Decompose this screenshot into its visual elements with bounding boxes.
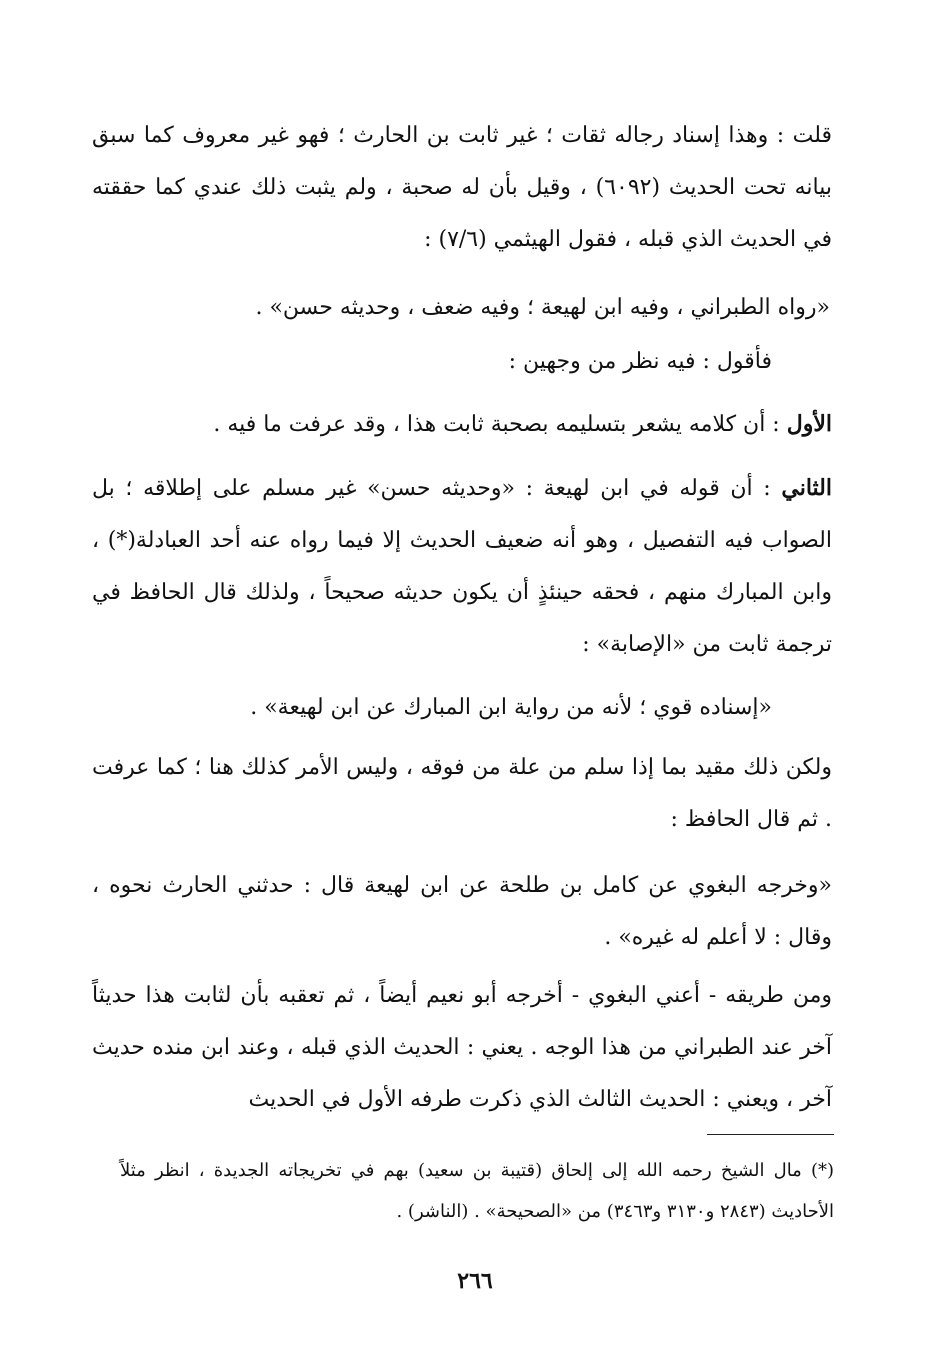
paragraph-qualification: ولكن ذلك مقيد بما إذا سلم من علة من فوقه ، وليس الأمر كذلك هنا ؛ كما عرفت . ثم قال الحافظ : bbox=[92, 755, 832, 832]
quote-isaba: «إسناده قوي ؛ لأنه من رواية ابن المبارك عن ابن لهيعة» . bbox=[250, 695, 772, 720]
paragraph-abu-nuaim: ومن طريقه - أعني البغوي - أخرجه أبو نعيم أيضاً ، ثم تعقبه بأن لثابت هذا حديثاً آخر عند الطبراني من هذا الوجه . يعني : الحديث الذي قبله ، وعند ابن منده حديث آخر ، ويعني : الحديث الثالث الذي ذكرت طرفه الأول في الحديث bbox=[92, 983, 832, 1112]
paragraph-second-point bbox=[92, 462, 832, 671]
quote-tabarani: «رواه الطبراني ، وفيه ابن لهيعة ؛ وفيه ضعف ، وحديثه حسن» . bbox=[255, 295, 830, 320]
paragraph-intro: قلت : وهذا إسناد رجاله ثقات ؛ غير ثابت بن الحارث ؛ فهو غير معروف كما سبق بيانه تحت الحديث (٦٠٩٢) ، وقيل بأن له صحبة ، ولم يثبت ذلك عندي كما حققته في الحديث الذي قبله ، فقول الهيثمي (٧/٦) : bbox=[92, 123, 832, 252]
paragraph-first-point bbox=[92, 398, 832, 451]
second-point-text: : أن قوله في ابن لهيعة : «وحديثه حسن» غير مسلم على إطلاقه ؛ بل الصواب فيه التفصيل ، وهو أنه ضعيف الحديث إلا فيما رواه عنه أحد العبادلة(*) ، وابن المبارك منهم ، فحقه حينئذٍ أن يكون حديثه صحيحاً ، ولذلك قال الحافظ في ترجمة ثابت من «الإصابة» : bbox=[92, 476, 832, 657]
first-point-text: : أن كلامه يشعر بتسليمه بصحبة ثابت هذا ، وقد عرفت ما فيه . bbox=[213, 412, 780, 437]
second-point-heading: الثاني bbox=[781, 475, 832, 501]
footnote: (*) مال الشيخ رحمه الله إلى إلحاق (قتيبة بن سعيد) بهم في تخريجاته الجديدة ، انظر مثلاً الأحاديث (٢٨٤٣ و٣١٣٠ و٣٤٦٣) من «الصحيحة» . (الناشر) . bbox=[120, 1160, 834, 1222]
quote-baghawi: «وخرجه البغوي عن كامل بن طلحة عن ابن لهيعة قال : حدثني الحارث نحوه ، وقال : لا أعلم له غيره» . bbox=[92, 873, 832, 950]
first-point-heading: الأول bbox=[786, 411, 832, 437]
page-number: ٢٦٦ bbox=[457, 1268, 493, 1294]
footnote-divider bbox=[707, 1134, 834, 1135]
paragraph-objection: فأقول : فيه نظر من وجهين : bbox=[508, 349, 772, 374]
